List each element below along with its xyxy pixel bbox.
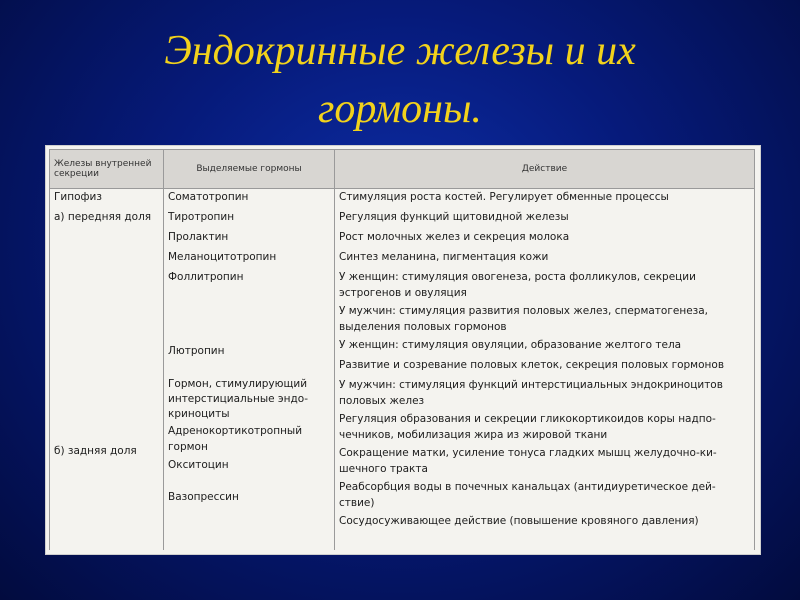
header-glands: Железы внутренней секреции: [50, 150, 164, 189]
hormone-item: Вазопрессин: [168, 491, 239, 503]
hormone-item: Гормон, стимулирующий интерстициальные эндо-криноциты: [168, 378, 309, 420]
action-item: У мужчин: стимуляция функций интерстициальных эндокриноцитов половых желез: [339, 379, 723, 407]
gland-anterior-lobe: а) передняя доля: [54, 211, 152, 223]
action-item: У женщин: стимуляция овуляции, образование желтого тела: [339, 339, 682, 351]
slide-title-line-2: гормоны.: [318, 86, 482, 132]
action-item: Сосудосуживающее действие (повышение кровяного давления): [339, 515, 699, 527]
hormone-item: Адренокортикотропный гормон: [168, 425, 303, 453]
action-item: У мужчин: стимуляция развития половых желез, сперматогенеза, выделения половых гормонов: [339, 305, 709, 333]
scanned-table-image: [45, 145, 761, 555]
spacer: [168, 477, 330, 489]
action-item: Стимуляция роста костей. Регулирует обменные процессы: [339, 191, 669, 203]
hormone-item: Пролактин: [168, 231, 229, 243]
action-item: Рост молочных желез и секреция молока: [339, 231, 570, 243]
action-item: Синтез меланина, пигментация кожи: [339, 251, 549, 263]
action-item: Реабсорбция воды в почечных канальцах (антидиуретическое дей-ствие): [339, 481, 716, 509]
hormone-item: Фоллитропин: [168, 271, 244, 283]
hormone-item: Тиротропин: [168, 211, 235, 223]
hormone-item: Окситоцин: [168, 459, 229, 471]
glands-column: [50, 189, 164, 551]
slide-title: [0, 22, 800, 138]
header-hormones: Выделяемые гормоны: [164, 150, 335, 189]
action-item: У женщин: стимуляция овогенеза, роста фолликулов, секреции эстрогенов и овуляция: [339, 271, 696, 299]
table-body-row: [50, 189, 755, 551]
actions-column: [335, 189, 755, 551]
table-header-row: [50, 150, 755, 189]
hormones-table: [49, 149, 755, 550]
slide-title-line-1: Эндокринные железы и их: [164, 28, 636, 74]
action-item: Развитие и созревание половых клеток, секреция половых гормонов: [339, 359, 725, 371]
action-item: Регуляция функций щитовидной железы: [339, 211, 569, 223]
hormone-item: Лютропин: [168, 345, 225, 357]
gland-name: Гипофиз: [54, 191, 102, 203]
hormone-item: Меланоцитотропин: [168, 251, 277, 263]
gland-posterior-lobe: б) задняя доля: [54, 445, 137, 457]
hormones-column: [164, 189, 335, 551]
spacer: [168, 289, 330, 343]
action-item: Регуляция образования и секреции гликокортикоидов коры надпо-чечников, мобилизация жира из жировой ткани: [339, 413, 716, 441]
spacer: [54, 229, 159, 443]
header-action: Действие: [335, 150, 755, 189]
spacer: [168, 363, 330, 377]
action-item: Сокращение матки, усиление тонуса гладких мышц желудочно-ки-шечного тракта: [339, 447, 717, 475]
hormone-item: Соматотропин: [168, 191, 249, 203]
